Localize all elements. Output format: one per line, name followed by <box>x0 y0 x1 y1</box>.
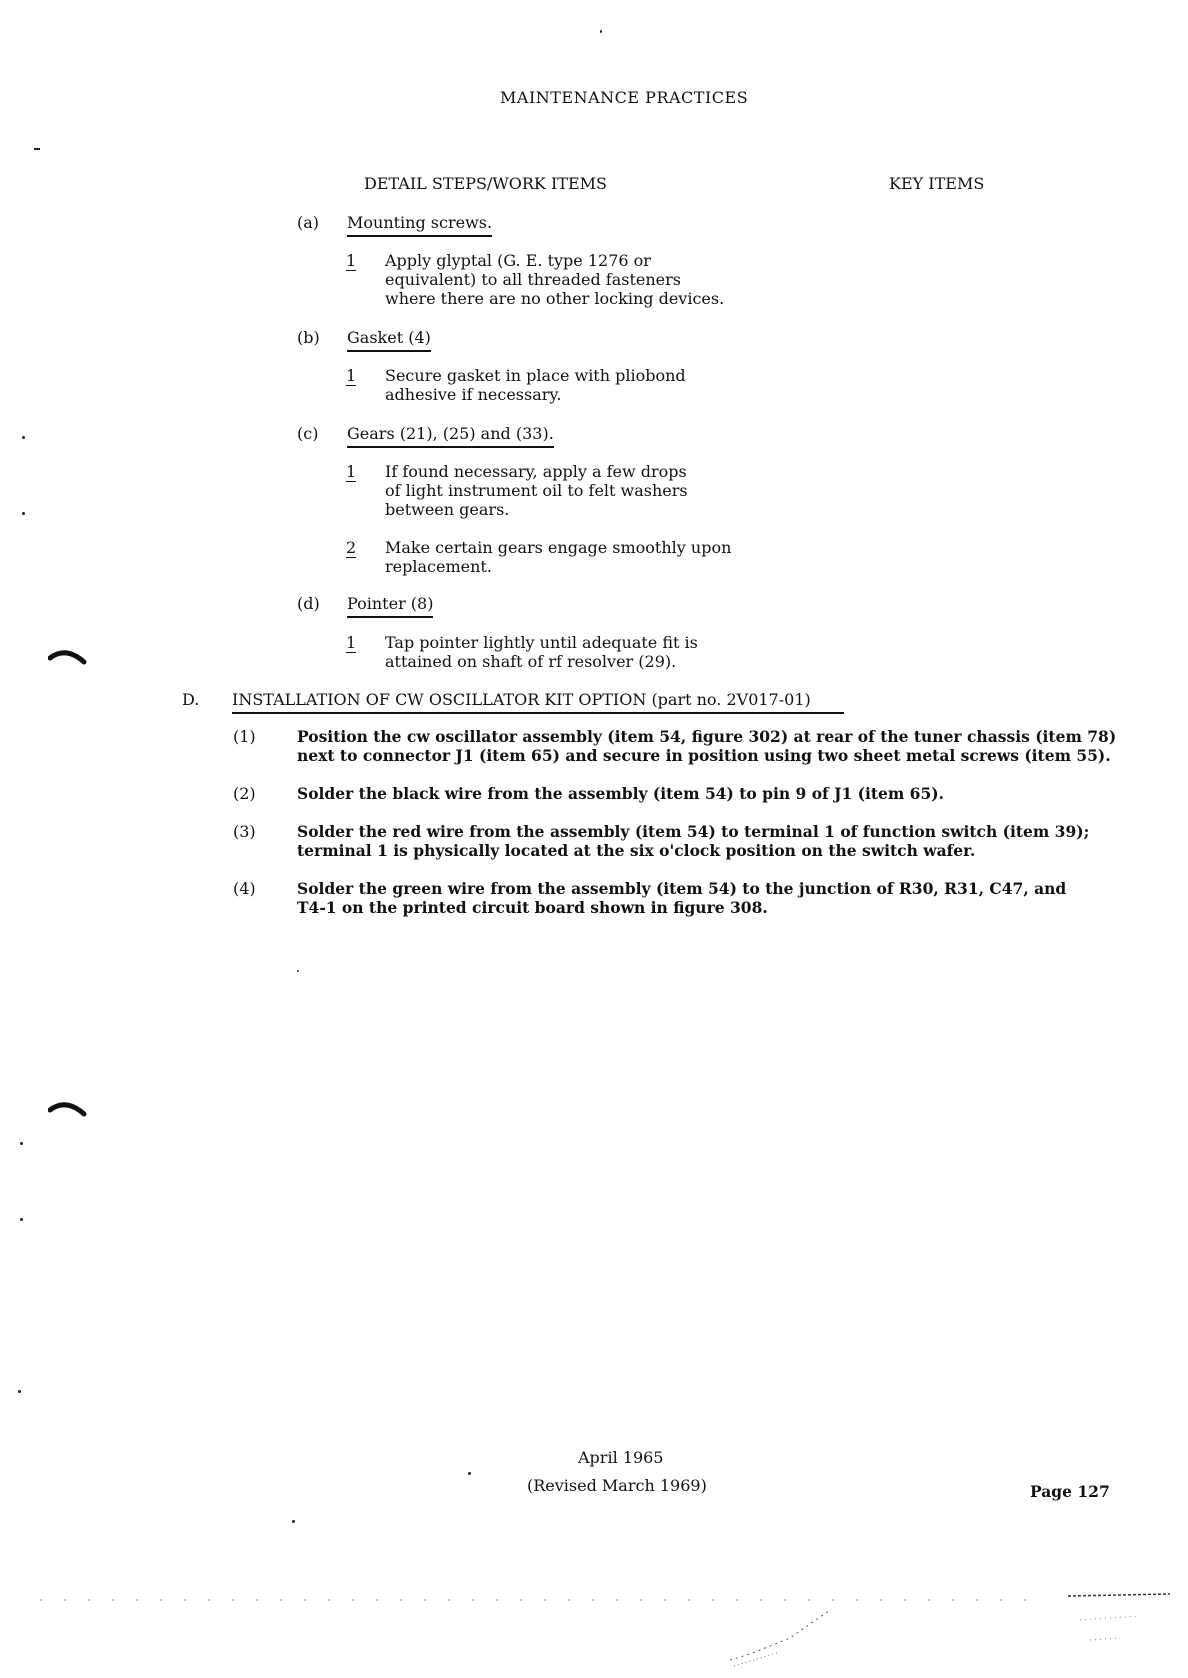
scan-speck <box>20 1142 23 1145</box>
item-heading-b: Gasket (4) <box>347 328 431 352</box>
scan-speck <box>18 1390 21 1393</box>
item-label-d: (d) <box>297 594 320 613</box>
section-step-text: Solder the green wire from the assembly (item 54) to the junction of R30, R31, C47, and T4-1 on the printed circuit board shown in figure 308. <box>297 879 1067 917</box>
step-number: 1 <box>346 462 357 481</box>
section-step-text: Solder the black wire from the assembly (item 54) to pin 9 of J1 (item 65). <box>297 784 944 803</box>
step-text: Secure gasket in place with pliobond adhesive if necessary. <box>385 366 686 404</box>
step-text: Make certain gears engage smoothly upon replacement. <box>385 538 732 576</box>
scan-noise-icon <box>40 1596 1040 1606</box>
step-number: 1 <box>346 251 357 270</box>
column-header-key-items: KEY ITEMS <box>889 174 985 193</box>
section-step-number: (2) <box>233 784 256 803</box>
step-text: Tap pointer lightly until adequate fit is attained on shaft of rf resolver (29). <box>385 633 698 671</box>
scan-speck <box>297 970 299 972</box>
step-text: If found necessary, apply a few drops of light instrument oil to felt washers between gears. <box>385 462 688 519</box>
section-step-number: (1) <box>233 727 256 746</box>
item-label-a: (a) <box>297 213 320 232</box>
footer-date: April 1965 <box>578 1448 664 1467</box>
scan-speck <box>600 30 602 33</box>
item-heading-a: Mounting screws. <box>347 213 492 237</box>
step-number: 1 <box>346 633 357 652</box>
scan-speck <box>292 1520 295 1523</box>
scan-speck <box>22 436 25 439</box>
scan-speck <box>468 1472 471 1475</box>
step-number: 2 <box>346 538 357 557</box>
footer-revised: (Revised March 1969) <box>527 1476 707 1495</box>
column-header-detail-steps: DETAIL STEPS/WORK ITEMS <box>364 174 607 193</box>
binder-hole-mark-icon <box>48 644 88 668</box>
section-step-number: (4) <box>233 879 256 898</box>
page-number: Page 127 <box>1030 1482 1110 1501</box>
scan-speck <box>20 1218 23 1221</box>
item-label-b: (b) <box>297 328 320 347</box>
page-title: MAINTENANCE PRACTICES <box>500 88 749 107</box>
scan-noise-icon <box>1060 1590 1180 1670</box>
scan-noise-icon <box>720 1580 840 1670</box>
scan-speck <box>34 148 40 150</box>
section-step-text: Position the cw oscillator assembly (item 54, figure 302) at rear of the tuner chassis (item 78) next to connector J1 (item 65) and secure in position using two sheet metal screws (item 55). <box>297 727 1117 765</box>
binder-hole-mark-icon <box>48 1096 88 1120</box>
item-label-c: (c) <box>297 424 319 443</box>
section-step-text: Solder the red wire from the assembly (item 54) to terminal 1 of function switch (item 39); terminal 1 is physically located at the six o'clock position on the switch wafer. <box>297 822 1090 860</box>
item-heading-c: Gears (21), (25) and (33). <box>347 424 554 448</box>
item-heading-d: Pointer (8) <box>347 594 433 618</box>
scan-speck <box>22 512 25 515</box>
section-label: D. <box>182 690 200 709</box>
section-step-number: (3) <box>233 822 256 841</box>
section-heading: INSTALLATION OF CW OSCILLATOR KIT OPTION (part no. 2V017-01) <box>232 690 844 714</box>
step-text: Apply glyptal (G. E. type 1276 or equivalent) to all threaded fasteners where there are no other locking devices. <box>385 251 725 308</box>
step-number: 1 <box>346 366 357 385</box>
